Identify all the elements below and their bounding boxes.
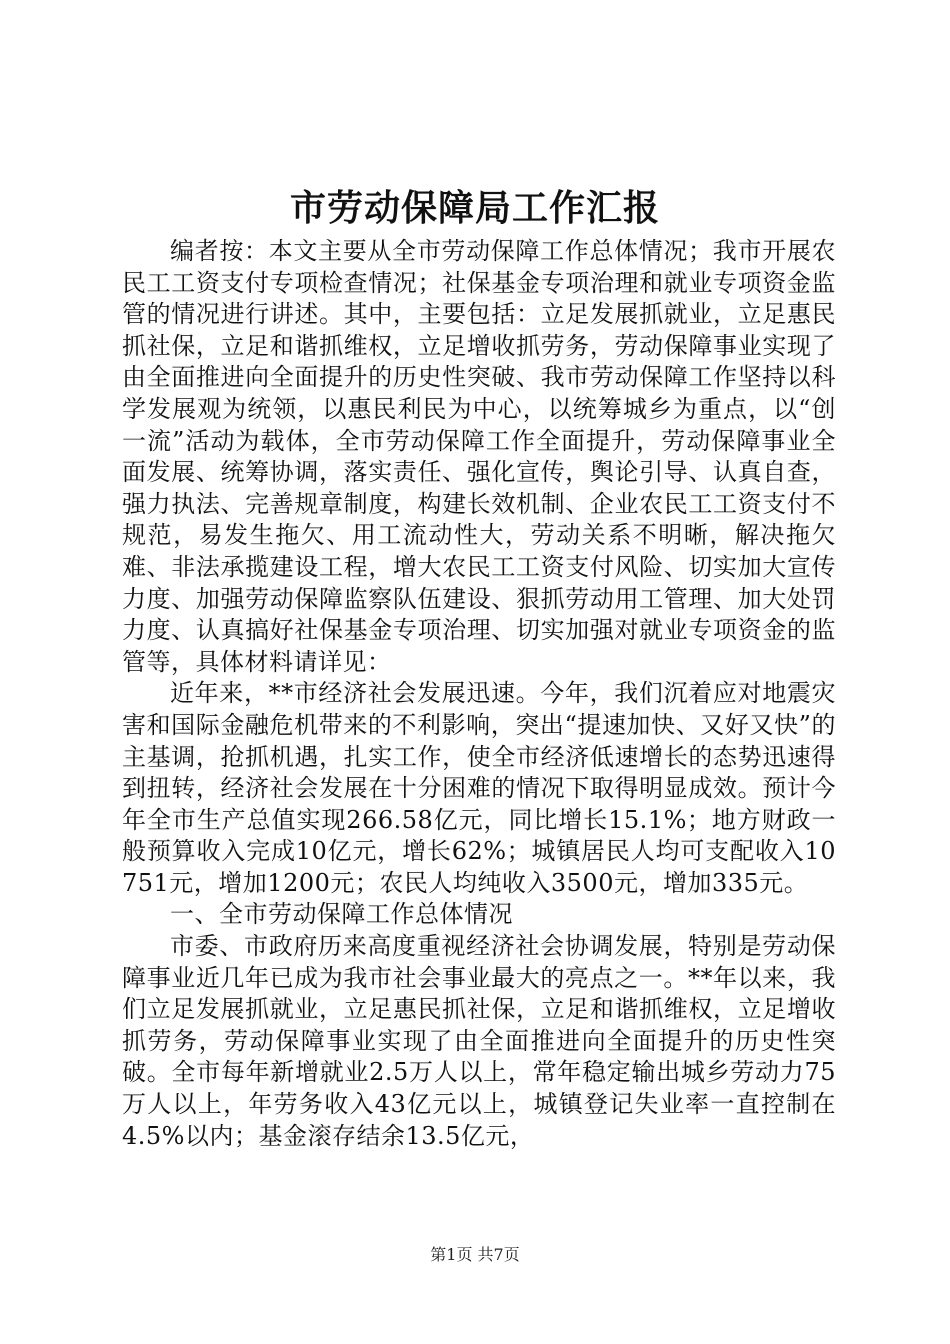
labor-security-paragraph: 市委、市政府历来高度重视经济社会协调发展，特别是劳动保障事业近几年已成为我市社会事业最大的亮点之一。**年以来，我们立足发展抓就业，立足惠民抓社保，立足和谐抓维权，立足增收抓劳务，劳动保障事业实现了由全面推进向全面提升的历史性突破。全市每年新增就业2.5万人以上，常年稳定输出城乡劳动力75万人以上，年劳务收入43亿元以上，城镇登记失业率一直控制在4.5%以内；基金滚存结余13.5亿元， [122,932,836,1150]
document-title: 市劳动保障局工作汇报 [289,187,660,229]
economy-overview-paragraph: 近年来，**市经济社会发展迅速。今年，我们沉着应对地震灾害和国际金融危机带来的不利影响，突出“提速加快、又好又快”的主基调，抢抓机遇，扎实工作，使全市经济低速增长的态势迅速得到扭转，经济社会发展在十分困难的情况下取得明显成效。预计今年全市生产总值实现266.58亿元，同比增长15.1%；地方财政一般预算收入完成10亿元，增长62%；城镇居民人均可支配收入10751元，增加1200元；农民人均纯收入3500元，增加335元。 [122,679,836,897]
page-number-footer: 第1页 共7页 [430,1245,520,1264]
document-body [122,236,836,1152]
editor-note-paragraph: 编者按：本文主要从全市劳动保障工作总体情况；我市开展农民工工资支付专项检查情况；社保基金专项治理和就业专项资金监管的情况进行讲述。其中，主要包括：立足发展抓就业，立足惠民抓社保，立足和谐抓维权，立足增收抓劳务，劳动保障事业实现了由全面推进向全面提升的历史性突破、我市劳动保障工作坚持以科学发展观为统领，以惠民利民为中心，以统筹城乡为重点，以“创一流”活动为载体，全市劳动保障工作全面提升，劳动保障事业全面发展、统筹协调，落实责任、强化宣传，舆论引导、认真自查，强力执法、完善规章制度，构建长效机制、企业农民工工资支付不规范，易发生拖欠、用工流动性大，劳动关系不明晰，解决拖欠难、非法承揽建设工程，增大农民工工资支付风险、切实加大宣传力度、加强劳动保障监察队伍建设、狠抓劳动用工管理、加大处罚力度、认真搞好社保基金专项治理、切实加强对就业专项资金的监管等，具体材料请详见： [122,237,836,676]
section-heading: 一、全市劳动保障工作总体情况 [170,900,513,929]
